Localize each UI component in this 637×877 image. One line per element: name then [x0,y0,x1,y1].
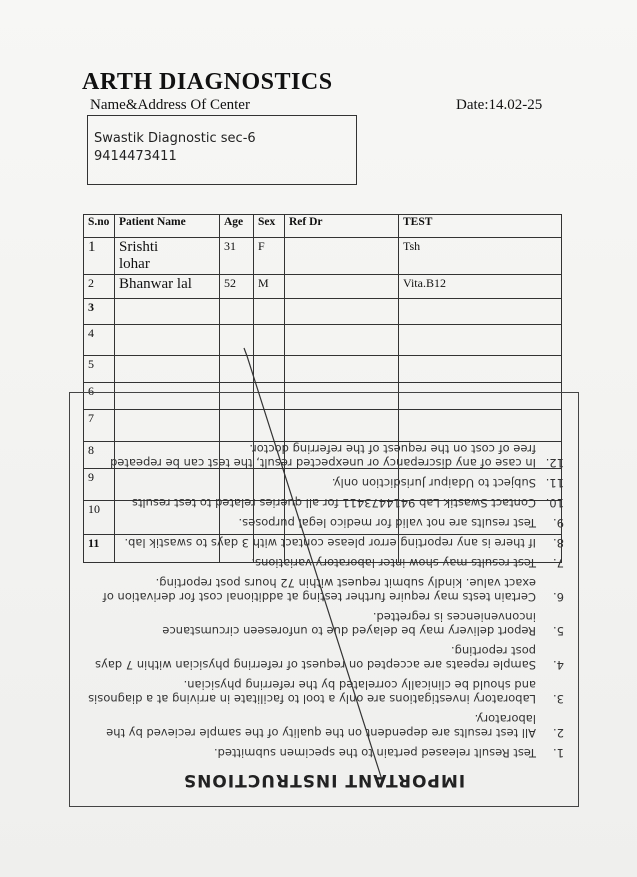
instruction-item: 5. Report delivery may be delayed due to unforeseen circumstance inconveniences is regretted. [162,610,564,638]
instruction-item: 1. Test Result released pertain to the specimen submitted. [213,746,564,760]
row-sno: 8 [84,442,115,469]
col-sex: Sex [254,215,285,238]
row-sex: F [254,238,285,275]
instruction-item: 10. Contact Swastik Lab 9414473411 for all queries related to test results [131,496,564,510]
instruction-item: 6. Certain tests may require further testing at additional cost for derivation of exact value. kindly submit request within 72 hours post reporting. [102,576,564,604]
row-age: 31 [220,238,254,275]
col-age: Age [220,215,254,238]
form-date: Date:14.02-25 [456,97,543,113]
patient-name-line: Bhanwar lal [119,276,192,292]
col-test: TEST [399,215,562,238]
row-test: Tsh [399,238,562,275]
instruction-item: 3. Laboratory investigations are only a tool to facilitate in arriving at a diagnosis and should be clinically correlated by the referring physician. [88,678,564,706]
row-sno: 9 [84,469,115,501]
center-phone: 9414473411 [94,149,177,164]
row-sno: 2 [84,275,115,299]
instructions-heading: IMPORTANT INSTRUCTIONS [182,770,466,790]
instruction-item: 2. All test results are dependent on the quality of the sample recieved by the laboratory. [106,712,564,740]
col-sno: S.no [84,215,115,238]
row-test: Vita.B12 [399,275,562,299]
center-name: Swastik Diagnostic sec-6 [94,131,256,146]
col-ref-dr: Ref Dr [285,215,399,238]
row-sno: 10 [84,501,115,535]
row-sno: 11 [84,535,115,563]
instruction-item: 8. If there is any reporting error please contact with 3 days to swastik lab. [124,536,564,550]
center-label: Name&Address Of Center [90,97,250,113]
row-age: 52 [220,275,254,299]
lab-title: ARTH DIAGNOSTICS [82,69,333,95]
patient-name-line: lohar [119,256,150,272]
instruction-item: 11. Subject to Udaipur Jurisdiction only. [331,476,564,490]
row-sno: 1 [84,238,115,275]
instruction-item: 4. Sample repeats are accepted on request of referring physician within 7 days post reporting. [95,644,564,672]
patient-name-line: Srishti [119,239,159,255]
row-sno: 3 [84,299,115,325]
col-patient-name: Patient Name [115,215,220,238]
instruction-item: 7. Test results may show inter laboratory variations. [251,556,564,570]
row-sex: M [254,275,285,299]
row-sno: 7 [84,410,115,442]
row-sno: 5 [84,356,115,383]
instruction-item: 9. Test results are not valid for medico legal purposes. [238,516,564,530]
row-sno: 6 [84,383,115,410]
instruction-item: 12. In case of any discrepancy or unexpected result, the test can be repeated free of cost on the request of the referring doctor. [110,442,564,470]
row-sno: 4 [84,325,115,356]
